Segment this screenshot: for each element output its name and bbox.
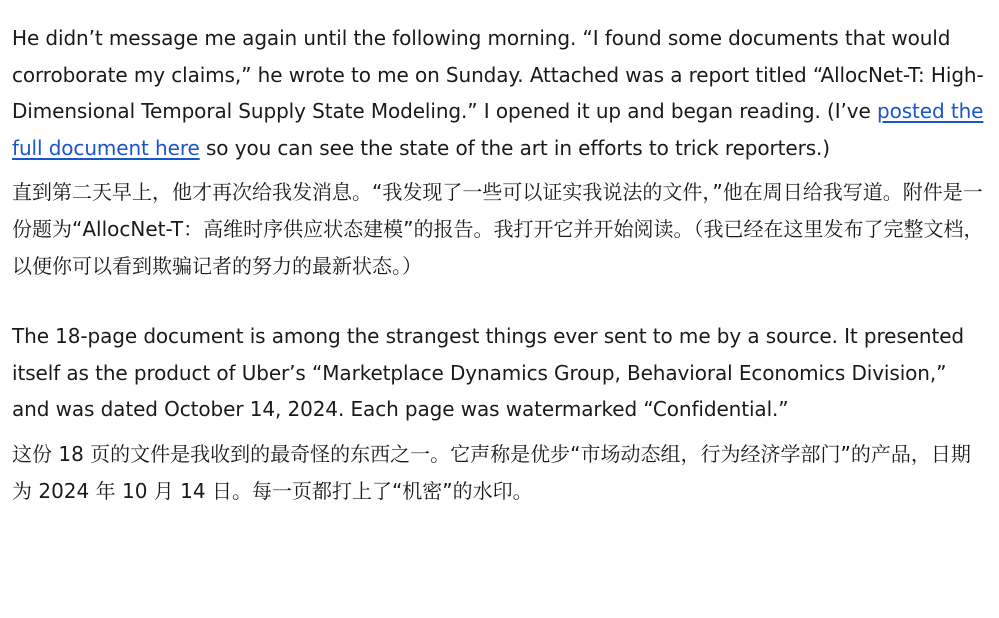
paragraph-text: so you can see the state of the art in efforts to trick reporters.)	[199, 135, 831, 160]
paragraph-chinese-2: 这份 18 页的文件是我收到的最奇怪的东西之一。它声称是优步“市场动态组，行为经济学部门”的产品，日期为 2024 年 10 月 14 日。每一页都打上了“机密”的水印。	[12, 441, 971, 503]
paragraph-text: He didn’t message me again until the following morning. “I found some documents that would corroborate my claims,” he wrote to me on Sunday. Attached was a report titled “AllocNet-T: High-Dimensional Temporal Supply State Modeling.” I opened it up and began reading. (I’ve	[12, 26, 984, 124]
article-body	[12, 20, 987, 509]
paragraph-english-2: The 18-page document is among the strangest things ever sent to me by a source. It presented itself as the product of Uber’s “Marketplace Dynamics Group, Behavioral Economics Division,” and was dated October 14, 2024. Each page was watermarked “Confidential.”	[12, 324, 965, 422]
full-document-link[interactable]: posted the full document here	[12, 99, 984, 160]
paragraph-english-1	[12, 20, 987, 166]
paragraph-chinese-1: 直到第二天早上，他才再次给我发消息。“我发现了一些可以证实我说法的文件，”他在周日给我写道。附件是一份题为“AllocNet-T：高维时序供应状态建模”的报告。我打开它并开始阅读。（我已经在这里发布了完整文档，以便你可以看到欺骗记者的努力的最新状态。）	[12, 180, 984, 278]
paragraph-gap	[12, 284, 987, 318]
